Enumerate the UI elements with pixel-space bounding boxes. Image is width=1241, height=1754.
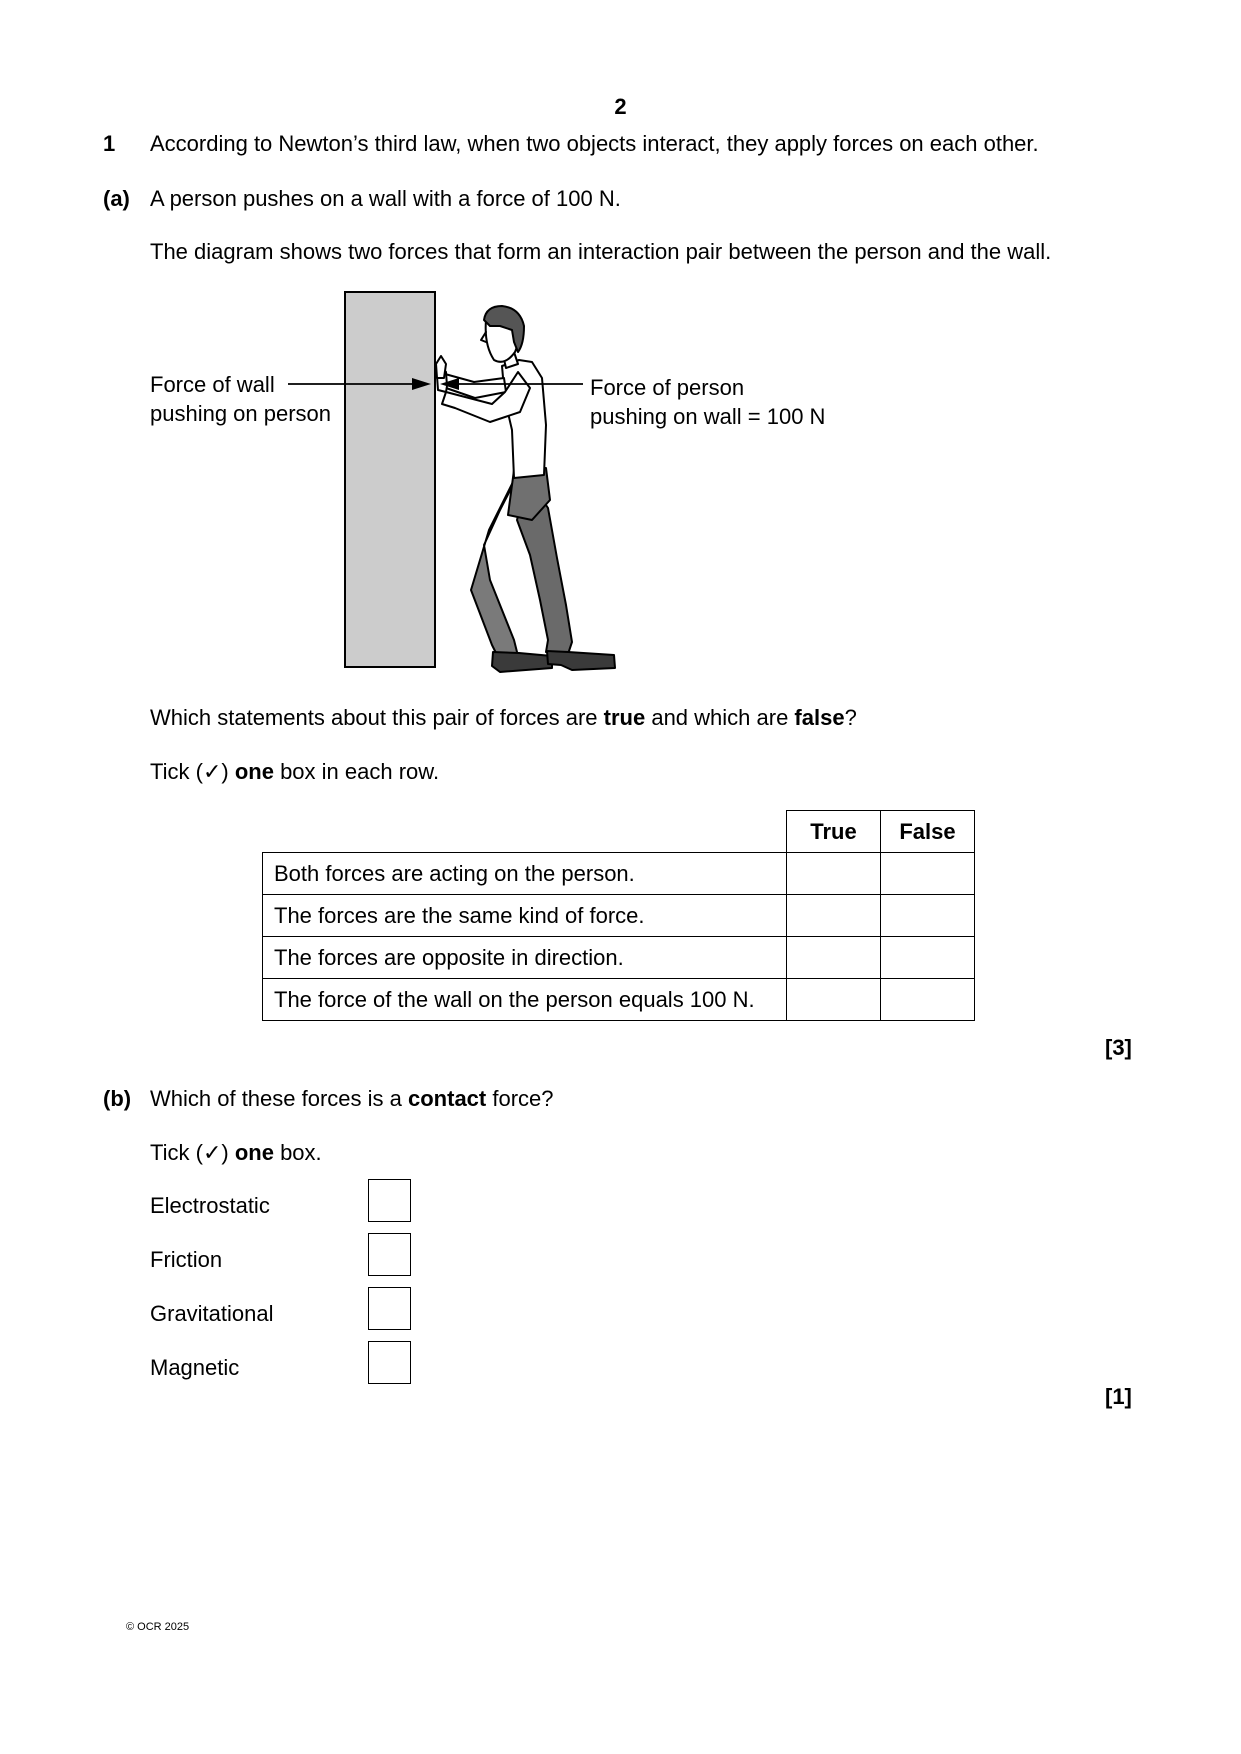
part-a-tick-instruction [150,761,439,783]
wall [345,292,435,667]
person-figure [436,306,615,672]
prompt-text-1: Which statements about this pair of forces are [150,705,604,730]
front-shoe [492,652,552,672]
false-tick-box[interactable] [881,937,975,979]
part-b-tick-text-1: Tick (✓) [150,1140,235,1165]
option-electrostatic-box[interactable] [368,1179,411,1222]
statement-cell: The forces are opposite in direction. [263,937,787,979]
false-tick-box[interactable] [881,979,975,1021]
part-b-prompt-text-1: Which of these forces is a [150,1086,408,1111]
right-force-label-line2: pushing on wall = 100 N [590,404,826,429]
prompt-true-word: true [603,705,646,730]
left-force-label-line2: pushing on person [150,401,332,426]
tick-text-1: Tick (✓) [150,759,235,784]
option-electrostatic-label: Electrostatic [150,1193,270,1218]
option-magnetic-box[interactable] [368,1341,411,1384]
true-tick-box[interactable] [787,853,881,895]
tick-one-word: one [234,759,274,784]
back-shoe [547,651,615,670]
copyright-footer: © OCR 2025 [126,1621,190,1633]
part-b-marks: [1] [1105,1384,1132,1409]
part-b-prompt-text-2: force? [486,1086,554,1111]
prompt-false-word: false [794,705,845,730]
true-tick-box[interactable] [787,937,881,979]
page-number: 2 [614,94,627,119]
table-row [263,979,975,1021]
option-friction-box[interactable] [368,1233,411,1276]
option-friction-label: Friction [150,1247,223,1272]
far-hand [436,356,446,378]
statement-cell: The forces are the same kind of force. [263,895,787,937]
question-number: 1 [103,131,116,156]
false-tick-box[interactable] [881,853,975,895]
table-row [263,937,975,979]
statement-cell: Both forces are acting on the person. [263,853,787,895]
true-tick-box[interactable] [787,895,881,937]
shirt [502,360,546,478]
part-b-label: (b) [103,1086,132,1111]
true-column-header: True [787,811,881,853]
prompt-text-3: ? [844,705,857,730]
part-a-label: (a) [103,186,130,211]
part-b-tick-one-word: one [234,1140,274,1165]
true-tick-box[interactable] [787,979,881,1021]
table-header-row [263,811,975,853]
left-force-label-line1: Force of wall [150,372,275,397]
question-intro: According to Newton’s third law, when two objects interact, they apply forces on each other. [150,131,1039,156]
part-a-marks: [3] [1105,1035,1132,1060]
part-b-tick-text-2: box. [273,1140,322,1165]
right-force-label-line1: Force of person [590,375,745,400]
tick-text-2: box in each row. [273,759,440,784]
option-magnetic-label: Magnetic [150,1355,240,1380]
true-false-table [262,810,975,1021]
statement-cell: The force of the wall on the person equals 100 N. [263,979,787,1021]
option-gravitational-box[interactable] [368,1287,411,1330]
table-row [263,895,975,937]
false-tick-box[interactable] [881,895,975,937]
part-b-tick-instruction [150,1142,322,1164]
contact-word: contact [408,1086,487,1111]
table-header-blank [263,811,787,853]
table-row [263,853,975,895]
part-b-prompt [150,1088,554,1110]
option-gravitational-label: Gravitational [150,1301,274,1326]
false-column-header: False [881,811,975,853]
part-a-line2: The diagram shows two forces that form an interaction pair between the person and the wall. [150,239,1052,264]
wall-push-diagram [140,285,660,685]
part-a-prompt [150,707,857,729]
prompt-text-2: and which are [645,705,795,730]
part-a-line1: A person pushes on a wall with a force of 100 N. [150,186,621,211]
